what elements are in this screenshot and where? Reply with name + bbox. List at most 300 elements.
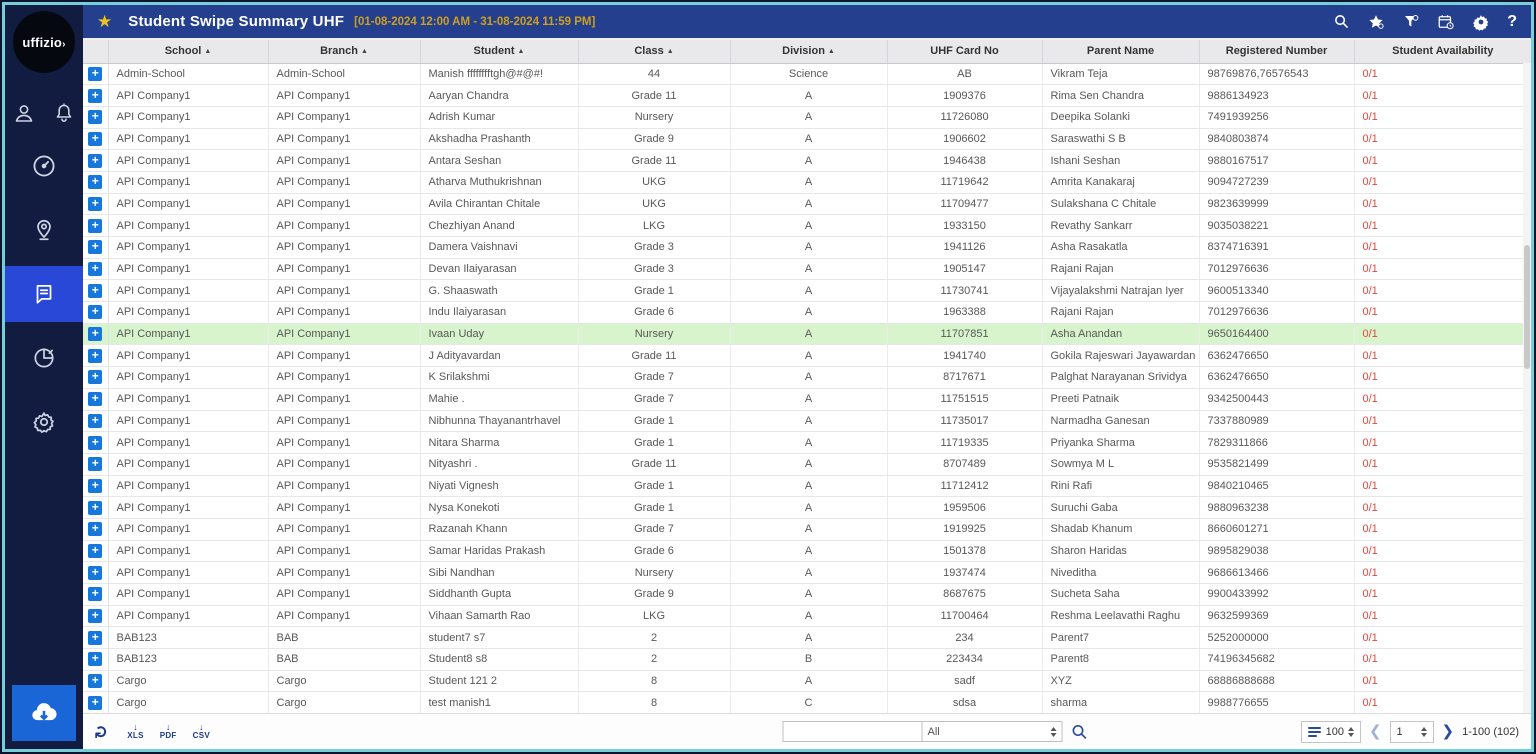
cell-registered-number: 7491939256 bbox=[1199, 106, 1354, 128]
cell-division: A bbox=[730, 670, 887, 692]
cell-division: A bbox=[730, 280, 887, 302]
cell-school: API Company1 bbox=[108, 258, 268, 280]
user-icon[interactable] bbox=[12, 101, 36, 130]
table-row[interactable] bbox=[83, 649, 1531, 671]
cell-registered-number: 9895829038 bbox=[1199, 540, 1354, 562]
cell-student: Sibi Nandhan bbox=[420, 562, 578, 584]
cell-branch: API Company1 bbox=[268, 128, 420, 150]
cell-student: Student8 s8 bbox=[420, 649, 578, 671]
cell-school: API Company1 bbox=[108, 280, 268, 302]
export-xls-button[interactable]: ↓ XLS bbox=[127, 721, 144, 740]
cell-student-availability: 0/1 bbox=[1354, 323, 1531, 345]
table-row[interactable] bbox=[83, 302, 1531, 324]
cell-parent-name: Sulakshana C Chitale bbox=[1042, 193, 1199, 215]
cell-student: G. Shaaswath bbox=[420, 280, 578, 302]
table-row[interactable] bbox=[83, 540, 1531, 562]
cell-parent-name: Sucheta Saha bbox=[1042, 584, 1199, 606]
cell-student-availability: 0/1 bbox=[1354, 388, 1531, 410]
expand-row-button[interactable]: + bbox=[88, 457, 102, 471]
help-icon[interactable]: ? bbox=[1507, 12, 1517, 30]
cell-registered-number: 9632599369 bbox=[1199, 605, 1354, 627]
cell-class: 44 bbox=[578, 63, 730, 85]
expand-row-button[interactable]: + bbox=[88, 197, 102, 211]
report-header bbox=[83, 5, 1531, 38]
cell-branch: API Company1 bbox=[268, 562, 420, 584]
cell-class: Grade 11 bbox=[578, 453, 730, 475]
cell-parent-name: Sharon Haridas bbox=[1042, 540, 1199, 562]
table-row[interactable] bbox=[83, 63, 1531, 85]
table-search-button[interactable] bbox=[1071, 723, 1089, 741]
cell-student: Nibhunna Thayanantrhavel bbox=[420, 410, 578, 432]
expand-row-button[interactable]: + bbox=[88, 305, 102, 319]
cell-uhf-card-no: 11709477 bbox=[887, 193, 1042, 215]
table-row[interactable] bbox=[83, 627, 1531, 649]
cell-parent-name: Gokila Rajeswari Jayawardan bbox=[1042, 345, 1199, 367]
expand-row-button[interactable]: + bbox=[88, 631, 102, 645]
cell-registered-number: 9840803874 bbox=[1199, 128, 1354, 150]
cell-student-availability: 0/1 bbox=[1354, 280, 1531, 302]
cell-registered-number: 9900433992 bbox=[1199, 584, 1354, 606]
cell-parent-name: Reshma Leelavathi Raghu bbox=[1042, 605, 1199, 627]
refresh-icon[interactable]: ↻ bbox=[92, 724, 112, 739]
cell-student: K Srilakshmi bbox=[420, 367, 578, 389]
cell-uhf-card-no: 8687675 bbox=[887, 584, 1042, 606]
calendar-clock-icon[interactable] bbox=[1437, 13, 1455, 31]
settings-gear-icon[interactable] bbox=[1472, 13, 1490, 31]
cell-class: Nursery bbox=[578, 106, 730, 128]
cell-student: J Adityavardan bbox=[420, 345, 578, 367]
cell-student: Nysa Konekoti bbox=[420, 497, 578, 519]
expand-row-button[interactable]: + bbox=[88, 696, 102, 710]
expand-row-button[interactable]: + bbox=[88, 262, 102, 276]
logo-text: uffizio › bbox=[22, 35, 65, 50]
favorite-badge-icon[interactable] bbox=[1367, 13, 1385, 31]
cell-branch: API Company1 bbox=[268, 280, 420, 302]
download-cloud-button[interactable] bbox=[12, 685, 76, 741]
cell-parent-name: Ishani Seshan bbox=[1042, 150, 1199, 172]
cell-branch: BAB bbox=[268, 649, 420, 671]
cell-uhf-card-no: 11712412 bbox=[887, 475, 1042, 497]
cell-registered-number: 9880963238 bbox=[1199, 497, 1354, 519]
cell-student: Adrish Kumar bbox=[420, 106, 578, 128]
table-row[interactable] bbox=[83, 171, 1531, 193]
cell-uhf-card-no: 1933150 bbox=[887, 215, 1042, 237]
cell-branch: API Company1 bbox=[268, 518, 420, 540]
cell-uhf-card-no: 8707489 bbox=[887, 453, 1042, 475]
table-row[interactable] bbox=[83, 497, 1531, 519]
expand-row-button[interactable]: + bbox=[88, 436, 102, 450]
expand-row-button[interactable]: + bbox=[88, 110, 102, 124]
prev-page-button[interactable]: ❮ bbox=[1368, 723, 1382, 740]
cell-student-availability: 0/1 bbox=[1354, 237, 1531, 259]
expand-row-button[interactable]: + bbox=[88, 327, 102, 341]
cell-student: Antara Seshan bbox=[420, 150, 578, 172]
table-row[interactable] bbox=[83, 453, 1531, 475]
cell-student-availability: 0/1 bbox=[1354, 150, 1531, 172]
table-row[interactable] bbox=[83, 193, 1531, 215]
select-spinner-icon bbox=[1348, 727, 1354, 737]
cell-division: A bbox=[730, 605, 887, 627]
sidebar-item-settings[interactable] bbox=[5, 394, 83, 450]
cell-division: A bbox=[730, 258, 887, 280]
cell-registered-number: 9600513340 bbox=[1199, 280, 1354, 302]
cell-class: Grade 9 bbox=[578, 584, 730, 606]
cell-registered-number: 9094727239 bbox=[1199, 171, 1354, 193]
select-spinner-icon bbox=[1421, 727, 1427, 737]
cell-parent-name: Rini Rafi bbox=[1042, 475, 1199, 497]
expand-row-button[interactable]: + bbox=[88, 609, 102, 623]
cell-uhf-card-no: sdsa bbox=[887, 692, 1042, 713]
student-swipe-table bbox=[83, 40, 1531, 713]
expand-row-button[interactable]: + bbox=[88, 89, 102, 103]
cell-class: Grade 7 bbox=[578, 388, 730, 410]
cell-school: Admin-School bbox=[108, 63, 268, 85]
table-row[interactable] bbox=[83, 150, 1531, 172]
cell-student-availability: 0/1 bbox=[1354, 649, 1531, 671]
cell-school: API Company1 bbox=[108, 497, 268, 519]
column-header-division[interactable]: Division ▲ bbox=[730, 40, 887, 63]
select-spinner-icon bbox=[1051, 727, 1057, 737]
expand-row-button[interactable]: + bbox=[88, 566, 102, 580]
cell-parent-name: Asha Anandan bbox=[1042, 323, 1199, 345]
cell-uhf-card-no: 1906602 bbox=[887, 128, 1042, 150]
scrollbar-thumb[interactable] bbox=[1524, 245, 1530, 369]
page-size-select[interactable]: 100 bbox=[1301, 721, 1361, 743]
cell-parent-name: Rima Sen Chandra bbox=[1042, 85, 1199, 107]
cell-branch: API Company1 bbox=[268, 453, 420, 475]
cell-parent-name: Amrita Kanakaraj bbox=[1042, 171, 1199, 193]
cell-student-availability: 0/1 bbox=[1354, 345, 1531, 367]
table-row[interactable] bbox=[83, 475, 1531, 497]
uffizio-logo[interactable] bbox=[13, 11, 75, 73]
cell-branch: API Company1 bbox=[268, 345, 420, 367]
cell-registered-number: 7012976636 bbox=[1199, 302, 1354, 324]
expand-row-button[interactable]: + bbox=[88, 392, 102, 406]
cell-division: A bbox=[730, 106, 887, 128]
cell-division: Science bbox=[730, 63, 887, 85]
expand-row-button[interactable]: + bbox=[88, 67, 102, 81]
expand-row-button[interactable]: + bbox=[88, 175, 102, 189]
table-row[interactable] bbox=[83, 562, 1531, 584]
cell-school: API Company1 bbox=[108, 345, 268, 367]
cell-school: API Company1 bbox=[108, 540, 268, 562]
cell-registered-number: 74196345682 bbox=[1199, 649, 1354, 671]
cell-division: A bbox=[730, 540, 887, 562]
cell-division: A bbox=[730, 85, 887, 107]
cell-division: A bbox=[730, 584, 887, 606]
cell-class: 2 bbox=[578, 649, 730, 671]
column-filter-select[interactable]: All bbox=[923, 721, 1063, 742]
cell-division: A bbox=[730, 323, 887, 345]
cell-branch: API Company1 bbox=[268, 323, 420, 345]
export-pdf-button[interactable]: ↓ PDF bbox=[159, 721, 177, 740]
expand-row-button[interactable]: + bbox=[88, 349, 102, 363]
cell-uhf-card-no: 11707851 bbox=[887, 323, 1042, 345]
cell-registered-number: 68886888688 bbox=[1199, 670, 1354, 692]
column-header-registered-number: Registered Number bbox=[1199, 40, 1354, 63]
cell-branch: Admin-School bbox=[268, 63, 420, 85]
cell-parent-name: Priyanka Sharma bbox=[1042, 432, 1199, 454]
table-row[interactable] bbox=[83, 605, 1531, 627]
table-row[interactable] bbox=[83, 258, 1531, 280]
expand-row-button[interactable]: + bbox=[88, 132, 102, 146]
cell-student: Indu Ilaiyarasan bbox=[420, 302, 578, 324]
cell-student: Aaryan Chandra bbox=[420, 85, 578, 107]
search-icon[interactable] bbox=[1332, 13, 1350, 31]
sort-asc-icon: ▲ bbox=[666, 48, 674, 56]
cell-school: BAB123 bbox=[108, 627, 268, 649]
download-arrow-icon: ↓ bbox=[165, 721, 171, 732]
table-row[interactable] bbox=[83, 85, 1531, 107]
table-row[interactable] bbox=[83, 345, 1531, 367]
cell-class: Grade 1 bbox=[578, 410, 730, 432]
cell-student-availability: 0/1 bbox=[1354, 605, 1531, 627]
cell-uhf-card-no: 1905147 bbox=[887, 258, 1042, 280]
cell-class: Grade 1 bbox=[578, 475, 730, 497]
cell-parent-name: Preeti Patnaik bbox=[1042, 388, 1199, 410]
cell-school: API Company1 bbox=[108, 584, 268, 606]
cell-division: A bbox=[730, 345, 887, 367]
cell-division: A bbox=[730, 453, 887, 475]
cell-school: API Company1 bbox=[108, 605, 268, 627]
table-row[interactable] bbox=[83, 323, 1531, 345]
sidebar-item-reports[interactable] bbox=[5, 266, 83, 322]
cell-student-availability: 0/1 bbox=[1354, 410, 1531, 432]
sort-asc-icon: ▲ bbox=[517, 48, 525, 56]
cell-class: Grade 7 bbox=[578, 518, 730, 540]
column-header-parent-name: Parent Name bbox=[1042, 40, 1199, 63]
export-csv-button[interactable]: ↓ CSV bbox=[192, 721, 210, 740]
cell-student-availability: 0/1 bbox=[1354, 518, 1531, 540]
cell-school: Cargo bbox=[108, 692, 268, 713]
cell-branch: API Company1 bbox=[268, 85, 420, 107]
sort-asc-icon: ▲ bbox=[827, 48, 835, 56]
cell-student: Student 121 2 bbox=[420, 670, 578, 692]
cell-division: A bbox=[730, 171, 887, 193]
table-row[interactable] bbox=[83, 215, 1531, 237]
pagination-range-label: 1-100 (102) bbox=[1462, 725, 1519, 738]
cell-school: Cargo bbox=[108, 670, 268, 692]
cell-registered-number: 9823639999 bbox=[1199, 193, 1354, 215]
cell-branch: Cargo bbox=[268, 670, 420, 692]
cell-uhf-card-no: AB bbox=[887, 63, 1042, 85]
cell-student: Akshadha Prashanth bbox=[420, 128, 578, 150]
column-header-uhf-card-no: UHF Card No bbox=[887, 40, 1042, 63]
sidebar-item-analytics[interactable] bbox=[5, 330, 83, 386]
report-table-area bbox=[83, 38, 1531, 713]
cell-uhf-card-no: 11751515 bbox=[887, 388, 1042, 410]
expand-row-button[interactable]: + bbox=[88, 414, 102, 428]
cell-student-availability: 0/1 bbox=[1354, 475, 1531, 497]
expand-row-button[interactable]: + bbox=[88, 219, 102, 233]
cell-school: API Company1 bbox=[108, 302, 268, 324]
cell-division: A bbox=[730, 562, 887, 584]
expand-row-button[interactable]: + bbox=[88, 284, 102, 298]
expand-row-button[interactable]: + bbox=[88, 154, 102, 168]
cell-branch: API Company1 bbox=[268, 106, 420, 128]
cell-class: 8 bbox=[578, 692, 730, 713]
cell-class: Grade 3 bbox=[578, 237, 730, 259]
column-header-school[interactable]: School ▲ bbox=[108, 40, 268, 63]
cell-uhf-card-no: 1946438 bbox=[887, 150, 1042, 172]
cell-class: 8 bbox=[578, 670, 730, 692]
table-row[interactable] bbox=[83, 280, 1531, 302]
table-row[interactable] bbox=[83, 106, 1531, 128]
cell-school: API Company1 bbox=[108, 128, 268, 150]
cell-student: Vihaan Samarth Rao bbox=[420, 605, 578, 627]
column-header-student-availability: Student Availability bbox=[1354, 40, 1531, 63]
cell-class: 2 bbox=[578, 627, 730, 649]
cell-registered-number: 9342500443 bbox=[1199, 388, 1354, 410]
table-row[interactable] bbox=[83, 692, 1531, 713]
cell-division: A bbox=[730, 150, 887, 172]
cell-student: Manish fffffffftgh@#@#! bbox=[420, 63, 578, 85]
cell-branch: API Company1 bbox=[268, 540, 420, 562]
cell-student: Siddhanth Gupta bbox=[420, 584, 578, 606]
sidebar-item-dashboard[interactable] bbox=[5, 138, 83, 194]
expand-row-button[interactable]: + bbox=[88, 240, 102, 254]
page-title: Student Swipe Summary UHF bbox=[128, 13, 345, 30]
cell-school: API Company1 bbox=[108, 323, 268, 345]
cell-student: Damera Vaishnavi bbox=[420, 237, 578, 259]
table-row[interactable] bbox=[83, 410, 1531, 432]
table-row[interactable] bbox=[83, 388, 1531, 410]
column-header-branch[interactable]: Branch ▲ bbox=[268, 40, 420, 63]
sidebar bbox=[5, 5, 83, 749]
cell-school: API Company1 bbox=[108, 453, 268, 475]
cell-branch: API Company1 bbox=[268, 410, 420, 432]
cell-branch: API Company1 bbox=[268, 497, 420, 519]
favorite-star-icon[interactable]: ★ bbox=[97, 11, 113, 31]
expand-row-button[interactable]: + bbox=[88, 674, 102, 688]
cell-student: Niyati Vignesh bbox=[420, 475, 578, 497]
table-row[interactable] bbox=[83, 237, 1531, 259]
cell-student-availability: 0/1 bbox=[1354, 432, 1531, 454]
next-page-button[interactable]: ❯ bbox=[1441, 723, 1455, 740]
cell-uhf-card-no: 1941740 bbox=[887, 345, 1042, 367]
cell-student-availability: 0/1 bbox=[1354, 106, 1531, 128]
cell-uhf-card-no: 11719335 bbox=[887, 432, 1042, 454]
cell-student-availability: 0/1 bbox=[1354, 171, 1531, 193]
notifications-bell-icon[interactable] bbox=[52, 101, 76, 130]
cell-division: A bbox=[730, 518, 887, 540]
cell-branch: API Company1 bbox=[268, 258, 420, 280]
cell-parent-name: XYZ bbox=[1042, 670, 1199, 692]
cell-student: Ivaan Uday bbox=[420, 323, 578, 345]
cell-registered-number: 8374716391 bbox=[1199, 237, 1354, 259]
expand-row-button[interactable]: + bbox=[88, 522, 102, 536]
filter-funnel-icon[interactable] bbox=[1402, 13, 1420, 31]
cell-uhf-card-no: 1937474 bbox=[887, 562, 1042, 584]
cell-student-availability: 0/1 bbox=[1354, 193, 1531, 215]
table-row[interactable] bbox=[83, 518, 1531, 540]
cell-registered-number: 9035038221 bbox=[1199, 215, 1354, 237]
cell-division: A bbox=[730, 432, 887, 454]
cell-branch: API Company1 bbox=[268, 215, 420, 237]
cell-class: Nursery bbox=[578, 323, 730, 345]
column-header-student[interactable]: Student ▲ bbox=[420, 40, 578, 63]
cell-class: LKG bbox=[578, 605, 730, 627]
cell-registered-number: 9880167517 bbox=[1199, 150, 1354, 172]
main-panel bbox=[83, 5, 1531, 749]
cell-division: A bbox=[730, 497, 887, 519]
cell-division: A bbox=[730, 388, 887, 410]
cell-class: Grade 1 bbox=[578, 280, 730, 302]
table-search-input[interactable] bbox=[783, 721, 923, 742]
cell-registered-number: 9650164400 bbox=[1199, 323, 1354, 345]
table-row[interactable] bbox=[83, 670, 1531, 692]
sidebar-item-tracking[interactable] bbox=[5, 202, 83, 258]
table-header-row bbox=[83, 40, 1531, 63]
cell-parent-name: Sowmya M L bbox=[1042, 453, 1199, 475]
page-number-input[interactable]: 1 bbox=[1390, 721, 1434, 743]
expand-row-button[interactable]: + bbox=[88, 501, 102, 515]
cell-branch: API Company1 bbox=[268, 193, 420, 215]
table-row[interactable] bbox=[83, 367, 1531, 389]
cell-parent-name: sharma bbox=[1042, 692, 1199, 713]
cell-student: student7 s7 bbox=[420, 627, 578, 649]
expand-column-header bbox=[83, 40, 108, 63]
cell-class: Grade 6 bbox=[578, 540, 730, 562]
expand-row-button[interactable]: + bbox=[88, 652, 102, 666]
cell-registered-number: 5252000000 bbox=[1199, 627, 1354, 649]
expand-row-button[interactable]: + bbox=[88, 370, 102, 384]
cell-student: Razanah Khann bbox=[420, 518, 578, 540]
cell-school: API Company1 bbox=[108, 475, 268, 497]
cell-registered-number: 8660601271 bbox=[1199, 518, 1354, 540]
cell-student-availability: 0/1 bbox=[1354, 692, 1531, 713]
cell-registered-number: 7012976636 bbox=[1199, 258, 1354, 280]
cell-class: Grade 7 bbox=[578, 367, 730, 389]
expand-row-button[interactable]: + bbox=[88, 479, 102, 493]
cell-division: A bbox=[730, 627, 887, 649]
expand-row-button[interactable]: + bbox=[88, 544, 102, 558]
cell-division: A bbox=[730, 193, 887, 215]
cell-registered-number: 7337880989 bbox=[1199, 410, 1354, 432]
cell-registered-number: 9988776655 bbox=[1199, 692, 1354, 713]
expand-row-button[interactable]: + bbox=[88, 587, 102, 601]
cell-uhf-card-no: 234 bbox=[887, 627, 1042, 649]
cell-parent-name: Saraswathi S B bbox=[1042, 128, 1199, 150]
cell-uhf-card-no: 11735017 bbox=[887, 410, 1042, 432]
cell-parent-name: Revathy Sankarr bbox=[1042, 215, 1199, 237]
cell-student-availability: 0/1 bbox=[1354, 540, 1531, 562]
rows-icon bbox=[1308, 727, 1321, 737]
cell-branch: BAB bbox=[268, 627, 420, 649]
cell-student: Nitara Sharma bbox=[420, 432, 578, 454]
cell-school: API Company1 bbox=[108, 171, 268, 193]
table-row[interactable] bbox=[83, 432, 1531, 454]
cell-class: Grade 9 bbox=[578, 128, 730, 150]
app-window bbox=[2, 2, 1534, 752]
cell-branch: Cargo bbox=[268, 692, 420, 713]
date-range-label[interactable]: [01-08-2024 12:00 AM - 31-08-2024 11:59 PM] bbox=[354, 15, 596, 28]
vertical-scrollbar[interactable] bbox=[1523, 63, 1531, 713]
column-header-class[interactable]: Class ▲ bbox=[578, 40, 730, 63]
cell-school: API Company1 bbox=[108, 562, 268, 584]
sort-asc-icon: ▲ bbox=[360, 48, 368, 56]
table-row[interactable] bbox=[83, 128, 1531, 150]
cell-branch: API Company1 bbox=[268, 432, 420, 454]
table-row[interactable] bbox=[83, 584, 1531, 606]
cell-parent-name: Suruchi Gaba bbox=[1042, 497, 1199, 519]
cell-class: Grade 11 bbox=[578, 85, 730, 107]
cell-class: Grade 11 bbox=[578, 150, 730, 172]
cell-class: Grade 3 bbox=[578, 258, 730, 280]
cell-school: API Company1 bbox=[108, 106, 268, 128]
sort-asc-icon: ▲ bbox=[204, 48, 212, 56]
cell-uhf-card-no: 1919925 bbox=[887, 518, 1042, 540]
